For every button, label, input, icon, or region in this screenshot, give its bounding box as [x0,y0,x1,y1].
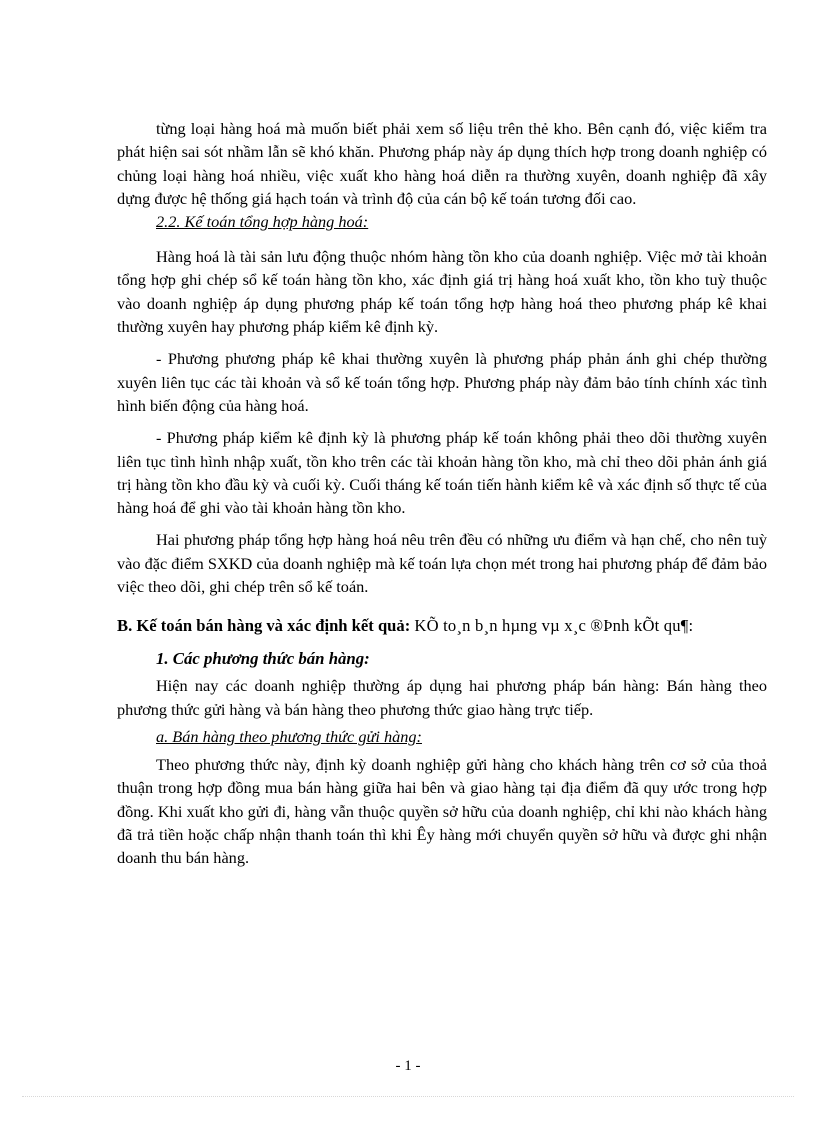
paragraph-perpetual-method: - Phương phương pháp kê khai thường xuyên là phương pháp phản ánh ghi chép thường xuyên liên tục các tài khoản và sổ kế toán tổng hợp. Phương pháp này đảm bảo tính chính xác tình hình biến động của hàng hoá. [117,349,767,415]
paragraph-consignment-sales: Theo phương thức này, định kỳ doanh nghiệp gửi hàng cho khách hàng trên cơ sở của thoả thuận trong hợp đồng mua bán hàng giữa hai bên và giao hàng tại địa điểm đã quy ước trong hợp đồng. Khi xuất kho gửi đi, hàng vẫn thuộc quyền sở hữu của doanh nghiệp, chỉ khi nào khách hàng đã trả tiền hoặc chấp nhận thanh toán thì khi Êy hàng mới chuyển quyền sở hữu và được ghi nhận doanh thu bán hàng. [117,754,767,868]
paragraph-sales-methods-intro: Hiện nay các doanh nghiệp thường áp dụng hai phương pháp bán hàng: Bán hàng theo phương thức gửi hàng và bán hàng theo phương thức giao hàng trực tiếp. [117,676,767,719]
document-body [117,117,767,869]
heading-2-2-general-accounting: 2.2. Kế toán tổng hợp hàng hoá: [156,212,369,232]
paragraph-periodic-method: - Phương pháp kiểm kê định kỳ là phương pháp kế toán không phải theo dõi thường xuyên liên tục tình hình nhập xuất, tồn kho trên các tài khoản hàng tồn kho, mà chỉ theo dõi phản ánh giá trị hàng tồn kho đầu kỳ và cuối kỳ. Cuối tháng kế toán tiến hành kiểm kê và xác định số thực tế của hàng hoá để ghi vào tài khoản hàng tồn kho. [117,428,767,518]
paragraph-two-methods-summary: Hai phương pháp tổng hợp hàng hoá nêu trên đều có những ưu điểm và hạn chế, cho nên tuỳ vào đặc điểm SXKD của doanh nghiệp mà kế toán lựa chọn mét trong hai phương pháp để đảm bảo việc theo dõi, ghi chép trên sổ kế toán. [117,530,767,597]
heading-a-consignment-sales: a. Bán hàng theo phương thức gửi hàng: [156,726,422,746]
paragraph-goods-current-assets: Hàng hoá là tài sản lưu động thuộc nhóm hàng tồn kho của doanh nghiệp. Việc mở tài khoản tổng hợp ghi chép sổ kế toán hàng tồn kho, xác định giá trị hàng hoá xuất kho, tồn kho tuỳ thuộc vào doanh nghiệp áp dụng phương pháp kế toán tổng hợp hàng hoá theo phương pháp kê khai thường xuyên hay phương pháp kiểm kê định kỳ. [117,247,767,337]
paragraph-inventory-tracking: từng loại hàng hoá mà muốn biết phải xem số liệu trên thẻ kho. Bên cạnh đó, việc kiểm tra phát hiện sai sót nhầm lẫn sẽ khó khăn. Phương pháp này áp dụng thích hợp trong doanh nghiệp có chủng loại hàng hoá nhiều, việc xuất kho hàng hoá diễn ra thường xuyên, doanh nghiệp đã xây dựng được hệ thống giá hạch toán và trình độ của cán bộ kế toán tương đối cao. [117,119,767,208]
section-b-title: B. Kế toán bán hàng và xác định kết quả: [117,616,411,636]
heading-1-sales-methods: 1. Các phương thức bán hàng: [156,649,370,669]
page-number: - 1 - [395,1058,421,1074]
page-bottom-divider [22,1096,794,1097]
section-b-title-legacy-encoding: KÕ to¸n b¸n hµng vµ x¸c ®Þnh kÕt qu¶: [414,616,694,636]
section-b-heading [117,614,767,638]
